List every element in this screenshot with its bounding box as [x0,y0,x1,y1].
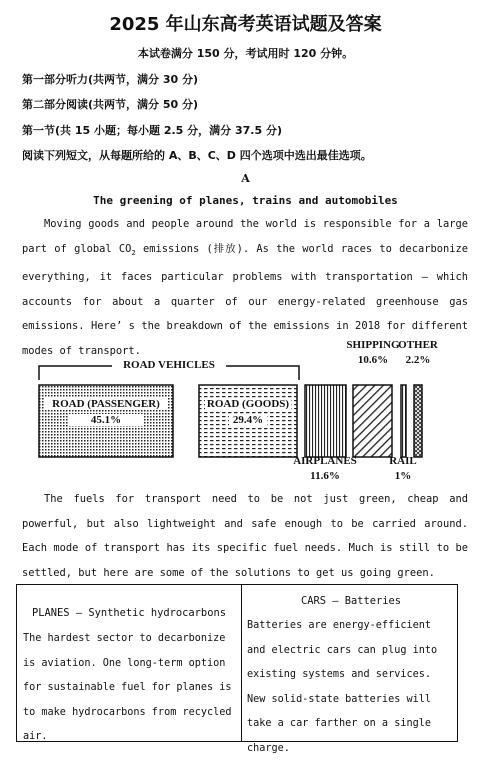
part2-heading: 第二部分阅读(共两节，满分 50 分) [22,98,199,111]
bar-rail [401,385,406,457]
exam-note: 本试卷满分 150 分，考试用时 120 分钟。 [137,47,354,60]
passage-title: The greening of planes, trains and automobiles [93,194,398,207]
bar-airplanes [305,385,346,457]
category-label: RAIL [389,455,417,467]
value-label: 45.1% [69,414,143,426]
cars-heading: CARS — Batteries [300,595,402,607]
paragraph-2 [22,487,468,585]
category-label: SHIPPING [346,339,400,351]
category-label: AIRPLANES [293,455,357,467]
group-label: ROAD VEHICLES [123,359,215,371]
category-label: ROAD (GOODS) [206,398,290,410]
value-label: 10.6% [357,354,389,366]
passage-letter: A [241,172,250,185]
planes-text: The hardest sector to decarbonize is aviation. One long-term option for sustainable fuel for planes is to make hydrocarbons from recycled air. [23,633,232,742]
value-label: 2.2% [405,354,431,366]
category-label: ROAD (PASSENGER) [45,398,167,410]
bar-other [414,385,422,457]
co2-subscript: 2 [131,248,136,257]
paragraph-1-part-b: emissions (排放). As the world races to decarbonize everything, it faces particular problems with transportation — which accounts for about a quarter of our energy-related greenhouse gas emissions. Here’ s the breakdown of the emissions in 2018 for different modes of transport. [22,242,468,358]
value-label: 29.4% [229,414,267,426]
part1-heading: 第一部分听力(共两节，满分 30 分) [22,73,199,86]
value-label: 1% [394,470,412,482]
planes-heading: PLANES — Synthetic hydrocarbons [32,607,226,619]
category-label: OTHER [398,339,438,351]
paragraph-1-part-a: Moving goods and people around the world is responsible for a large part of global CO [22,218,468,255]
value-label: 11.6% [310,470,340,482]
page-title: 2025 年山东高考英语试题及答案 [109,14,382,35]
emissions-chart [0,335,491,495]
solutions-table [16,584,458,754]
instruction: 阅读下列短文，从每题所给的 A、B、C、D 四个选项中选出最佳选项。 [22,149,372,162]
bar-shipping [353,385,392,457]
paragraph-2-text: The fuels for transport need to be not just green, cheap and powerful, but also lightweight and safe enough to be carried around. Each mode of transport has its specific fuel needs. Much is still to be settled, but here are some of the solutions to get us going green. [22,493,468,579]
cars-text: Batteries are energy-efficient and electric cars can plug into existing systems and services. New solid-state batteries will take a car farther on a single charge. [247,620,438,754]
section1-heading: 第一节(共 15 小题；每小题 2.5 分，满分 37.5 分) [22,124,282,137]
table-divider [241,585,242,741]
